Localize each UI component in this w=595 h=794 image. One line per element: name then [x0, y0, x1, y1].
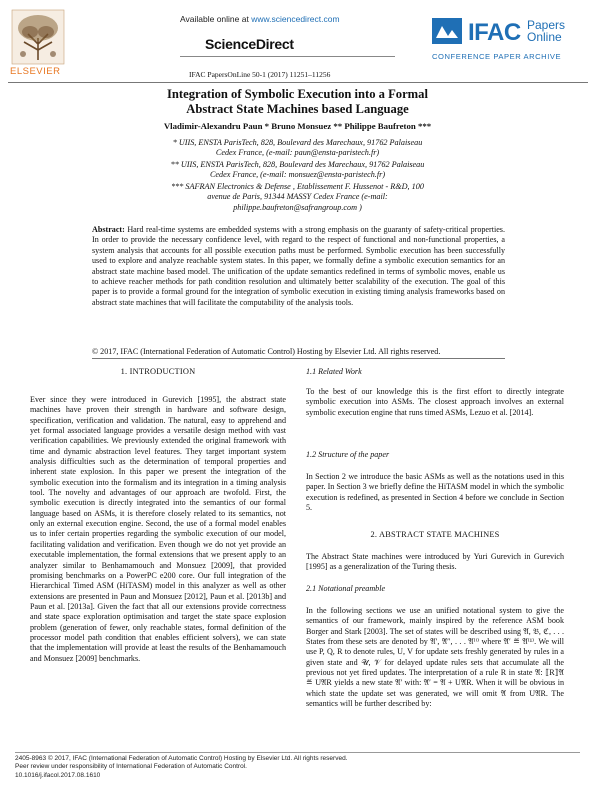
available-online: Available online at www.sciencedirect.com: [180, 14, 340, 24]
abstract-text: Hard real-time systems are embedded systems with a strong emphasis on the guaranty of safety-critical properties. In order to provide the necessary confidence level, with regard to the respect of functional and non-functional properties, a system analysis that accounts for all possible execution paths must be performed. Symbolic execution has been successfully used to explore and analyze reachable system states. In this paper, we formally define a symbolic execution semantics for an abstract state machine based model. The unification of the update semantics redefined in terms of symbolic moves, enable us to achieve reacher methods for path condition resolution and ultimately better scalability of the execution. The goal of this paper is to provide a formal ground for the integration of symbolic execution in existing timing analysis frameworks based on abstract state machines that will facilitate the computability of the analysis tools.: [92, 225, 505, 307]
ifac-emblem-icon: [432, 18, 462, 44]
subsection-2-1-heading: 2.1 Notational preamble: [306, 584, 386, 593]
author-list: Vladimir-Alexandru Paun * Bruno Monsuez ** Philippe Baufreton ***: [163, 121, 432, 131]
header-rule: [8, 82, 588, 83]
elsevier-wordmark: ELSEVIER: [10, 66, 61, 77]
section-2-text: The Abstract State machines were introduced by Yuri Gurevich in Gurevich [1995] as a generalization of the Turing thesis.: [306, 552, 564, 572]
sciencedirect-wordmark: ScienceDirect: [205, 36, 294, 52]
footer-review: Peer review under responsibility of International Federation of Automatic Control.: [15, 763, 247, 771]
header-divider: [180, 56, 395, 57]
footer-issn: 2405-8963 © 2017, IFAC (International Federation of Automatic Control) Hosting by Elsevier Ltd. All rights reserved.: [15, 755, 348, 762]
subsection-1-1-heading: 1.1 Related Work: [306, 367, 362, 376]
ifac-papers: Papers: [527, 18, 566, 32]
sciencedirect-link[interactable]: www.sciencedirect.com: [251, 14, 340, 24]
ifac-logo: [432, 18, 594, 70]
ifac-wordmark: IFAC: [468, 19, 521, 46]
affiliation-2: ** UIIS, ENSTA ParisTech, 828, Boulevard des Marechaux, 91762 Palaiseau Cedex France, (e-mail: monsuez@ensta-paristech.fr): [170, 160, 425, 180]
notation-text: In the following sections we use an unified notational system to give the semantics of our framework, mainly inspired by the reference ASM book Borger and Stark [2003]. The set of states will be described using 𝔄, 𝔅, ℭ, . . . States from these sets are denoted by 𝔄′, 𝔄″, . . . 𝔄⁽ⁱ⁾ where 𝔄′ ≝ 𝔄⁽¹⁾. We will use P, Q, R to denote rules, U, V for update sets freshly generated by rules in a given state and 𝒰, 𝒱 for delayed update rules sets that accumulate all the previous not yet fired updates. The interpretation of a rule R in state 𝔄: ⟦R⟧𝔄 ≝ U𝔄R yields a new state 𝔄′ with: 𝔄′ = 𝔄 + U𝔄R. When it will be obvious in which state the update set was generated, we will omit 𝔄 from U𝔄R. The semantics will be further described by:: [306, 606, 564, 709]
structure-text: In Section 2 we introduce the basic ASMs as well as the notations used in this paper. In Section 3 we briefly define the HiTASM model in which the symbolic execution is redefined, as presented in Section 4 before we conclude in Section 5.: [306, 472, 564, 513]
section-1-heading: 1. INTRODUCTION: [120, 367, 196, 376]
affiliation-3: *** SAFRAN Electronics & Defense , Etablissement F. Hussenot - R&D, 100 avenue de Paris, 91344 MASSY Cedex France (e-mail: philippe.baufreton@safrangroup.com ): [171, 182, 424, 212]
section-2-heading: 2. ABSTRACT STATE MACHINES: [370, 530, 500, 539]
paper-title: [60, 87, 535, 117]
ifac-online: Online: [527, 30, 562, 44]
footer-rule: [15, 752, 580, 753]
abstract-label: Abstract:: [92, 225, 125, 234]
title-line-2: Abstract State Machines based Language: [186, 102, 409, 116]
title-line-1: Integration of Symbolic Execution into a Formal: [167, 87, 428, 101]
subsection-1-2-heading: 1.2 Structure of the paper: [306, 450, 390, 459]
footer: [15, 755, 348, 780]
affiliation-1: * UIIS, ENSTA ParisTech, 828, Boulevard des Marechaux, 91762 Palaiseau Cedex France, (e-mail: paun@ensta-paristech.fr): [172, 138, 423, 158]
abstract-rule: [92, 358, 505, 359]
related-work-text: To the best of our knowledge this is the first effort to directly integrate symbolic execution into ASMs. The closest approach involves an external symbolic execution engine that runs timed ASMs, Lezuo et al. [2014].: [306, 387, 564, 417]
section-1-text: Ever since they were introduced in Gurevich [1995], the abstract state machines have proven their strength in hardware and software design, specification, verification and validation. The natural, easy to apprehend and yet formal associated language provides a versatile design method with vast verification capabilities. We previously extended the original framework with time and dynamic abstraction level features. They target important system analysis difficulties such as the determination of temporal properties and inherent state explosion. In this paper we present the integration of the symbolic execution into the formalism and its integration in a timing analysis tool. The novelty and advantages of our approach are twofold. First, the symbolic execution is directly integrated into the semantics of our formal language based on ASMs, it is therefore closely related to its semantics, not only an external execution engine. Second, the use of a formal model enables us to infer certain properties regarding the symbolic execution of our model, facilitating validation and verification. Even though we do not yet provide an executable implementation, the formal extensions that we present apply to an analyzer similar to Benhamamouch and Monsuez [2009], that provided promising benchmarks on a PowerPC e200 core. Our full integration of the Hierarchical Timed ASM (HiTASM) model in this analyzer as well as other extensions are presented in Paun and Monsuez [2012], Paun et al. [2013b] and Paun et al. [2013a]. Given the fact that all our extensions provide correctness and state space exploration optimisation and target the state space explosion problem (generation of fewer, only reachable states, formal definition of the processor model path condition that enables efficient solvers), we can state that the implementation will provide at least the results of the Benhamamouch and Monsuez [2009] benchmarks.: [30, 395, 286, 663]
elsevier-logo: [8, 8, 68, 78]
abstract: [92, 225, 505, 308]
footer-doi: 10.1016/j.ifacol.2017.08.1610: [15, 771, 101, 779]
journal-citation: IFAC PapersOnLine 50-1 (2017) 11251–11256: [189, 70, 331, 79]
copyright-notice: © 2017, IFAC (International Federation of Automatic Control) Hosting by Elsevier Ltd. All rights reserved.: [92, 347, 441, 356]
ifac-archive-label: CONFERENCE PAPER ARCHIVE: [432, 52, 562, 61]
